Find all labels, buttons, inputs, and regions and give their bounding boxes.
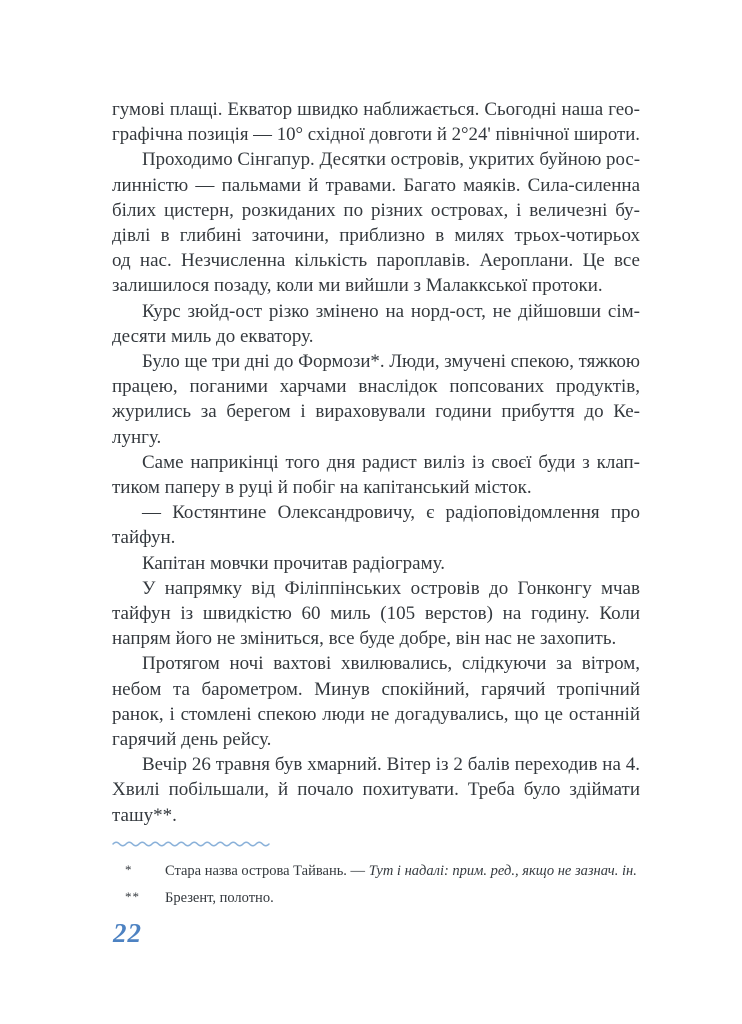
body-text-line: десяти миль до екватору.: [112, 325, 314, 347]
body-text-line: працею, поганими харчами внаслідок попсованих продуктів,: [112, 376, 640, 398]
body-text-line: тайфун.: [112, 527, 176, 549]
body-text-line: Було ще три дні до Формози*. Люди, змучені спекою, тяжкою: [142, 351, 640, 373]
footnote-text: Стара назва острова Тайвань. —: [165, 863, 369, 879]
footnote-item: [112, 858, 640, 885]
body-text-line: небом та барометром. Минув спокійний, гарячий тропічний: [112, 678, 640, 700]
body-text-line: Протягом ночі вахтові хвилювались, слідкуючи за вітром,: [142, 653, 640, 675]
footnote-text: Брезент, полотно.: [165, 890, 274, 906]
body-text-block: [112, 97, 640, 828]
body-text-line: тайфун із швидкістю 60 миль (105 верстов) на годину. Коли: [112, 603, 640, 625]
body-text-line: графічна позиція — 10° східної довготи й 2°24' північної широти.: [112, 124, 640, 146]
footnote-separator-wave: [112, 839, 276, 849]
body-text-line: Вечір 26 травня був хмарний. Вітер із 2 балів переходив на 4.: [142, 754, 640, 776]
body-text-line: линністю — пальмами й травами. Багато маяків. Сила-силенна: [112, 174, 640, 196]
body-text-line: тиком паперу в руці й побіг на капітанський місток.: [112, 477, 532, 499]
body-text-line: гумові плащі. Екватор швидко наближається. Сьогодні наша гео-: [112, 99, 640, 120]
body-text-line: напрям його не зміниться, все буде добре, він нас не захопить.: [112, 628, 617, 650]
body-text-line: лунгу.: [112, 426, 162, 448]
body-text-line: Проходимо Сінгапур. Десятки островів, укритих буйною рос-: [142, 149, 640, 171]
body-text-line: білих цистерн, розкиданих по різних островах, і величезні бу-: [112, 199, 640, 221]
body-text-line: Саме наприкінці того дня радист виліз із своєї буди з клап-: [142, 451, 640, 473]
footnote-marker: *: [125, 862, 133, 877]
page-number: 22: [113, 918, 142, 948]
footnote-marker: **: [125, 889, 140, 904]
body-text-line: залишилося позаду, коли ми вийшли з Малаккської протоки.: [112, 275, 603, 297]
footnote-item: [112, 885, 640, 912]
body-text-line: гарячий день рейсу.: [112, 729, 272, 751]
body-text-line: — Костянтине Олександровичу, є радіоповідомлення про: [142, 502, 640, 524]
body-text-line: Курс зюйд-ост різко змінено на норд-ост, не дійшовши сім-: [142, 300, 640, 322]
body-text-line: дівлі в глибині заточини, приблизно в милях трьох-чотирьох: [112, 225, 640, 247]
body-text-line: од нас. Незчисленна кількість пароплавів. Аероплани. Це все: [112, 250, 640, 272]
footnote-text-italic: Тут і надалі: прим. ред., якщо не зазнач. ін.: [368, 863, 637, 879]
body-text-line: журились за берегом і вираховували години прибуття до Ке-: [112, 401, 640, 423]
body-text-line: У напрямку від Філіппінських островів до Гонконгу мчав: [142, 577, 640, 599]
body-text-line: Капітан мовчки прочитав радіограму.: [142, 552, 445, 574]
body-text-line: ташу**.: [112, 804, 177, 826]
body-text-line: Хвилі побільшали, й почало похитувати. Треба було здіймати: [112, 779, 640, 801]
footnotes-block: [112, 858, 640, 912]
body-text-line: ранок, і стомлені спекою люди не догадувались, що це останній: [112, 703, 640, 725]
